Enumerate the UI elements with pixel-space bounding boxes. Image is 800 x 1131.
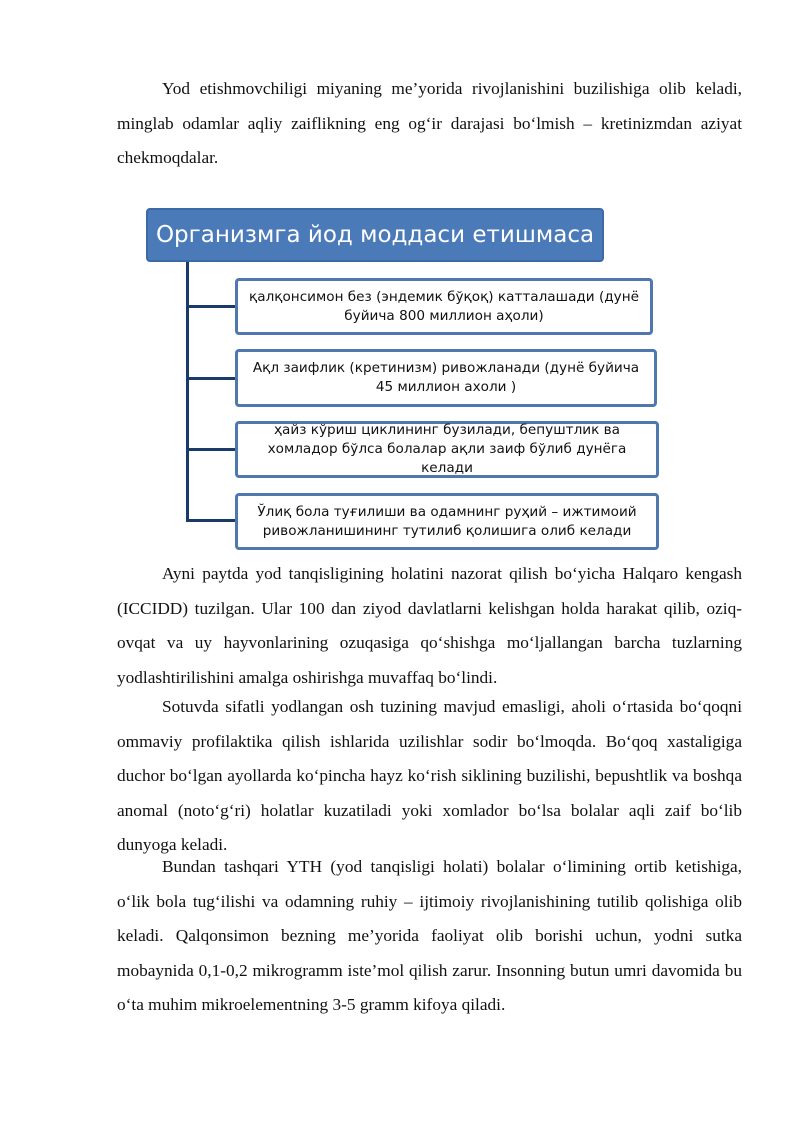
diagram-title: Организмга йод моддаси етишмаса: [146, 208, 604, 262]
paragraph-yth-consequences: Bundan tashqari YTH (yod tanqisligi holati) bolalar o‘limining ortib ketishiga, o‘lik bola tug‘ilishi va odamning ruhiy – ijtimoiy rivojlanishining tutilib qolishiga olib keladi. Qalqonsimon bezning me’yorida faoliyat olib borishi uchun, yodni sutka mobaynida 0,1-0,2 mikrogramm iste’mol qilish zarur. Insonning butun umri davomida bu o‘ta muhim mikroelementning 3-5 gramm kifoya qiladi.: [117, 857, 742, 1014]
diagram-connector-1: [186, 305, 236, 308]
diagram-item-cretinism: Ақл заифлик (кретинизм) ривожланади (дунё буйича 45 миллион ахоли ): [235, 349, 657, 407]
diagram-connector-2: [186, 377, 236, 380]
paragraph-iccidd: Ayni paytda yod tanqisligining holatini nazorat qilish bo‘yicha Halqaro kengash (ICCIDD) tuzilgan. Ular 100 dan ziyod davlatlarni kelishgan holda harakat qilib, oziq-ovqat va uy hayvonlarining ozuqasiga qo‘shishga mo‘ljallangan barcha tuzlarning yodlashtirilishini amalga oshirishga muvaffaq bo‘lindi.: [117, 564, 742, 687]
paragraph-salt-prophylaxis: Sotuvda sifatli yodlangan osh tuzining mavjud emasligi, aholi o‘rtasida bo‘qoqni ommaviy profilaktika qilish ishlarida uzilishlar sodir bo‘lmoqda. Bo‘qoq xastaligiga duchor bo‘lgan ayollarda ko‘pincha hayz ko‘rish siklining buzilishi, bepushtlik va boshqa anomal (noto‘g‘ri) holatlar kuzatiladi yoki xomlador bo‘lsa bolalar aqli zaif bo‘lib dunyoga keladi.: [117, 697, 742, 854]
diagram-item-stillbirth: Ўлиқ бола туғилиши ва одамнинг руҳий – ижтимоий ривожланишининг тутилиб қолишига олиб келади: [235, 493, 659, 550]
paragraph-intro: Yod etishmovchiligi miyaning me’yorida rivojlanishini buzilishiga olib keladi, minglab odamlar aqliy zaiflikning eng og‘ir darajasi bo‘lmish – kretinizmdan aziyat chekmoqdalar.: [117, 79, 742, 167]
diagram-item-goiter: қалқонсимон без (эндемик бўқоқ) катталашади (дунё буйича 800 миллион аҳоли): [235, 278, 653, 335]
diagram-connector-vertical: [186, 262, 189, 521]
diagram-connector-3: [186, 448, 236, 451]
diagram-item-menstrual-cycle: ҳайз кўриш циклининг бузилади, бепуштлик ва хомладор бўлса болалар ақли заиф бўлиб дунёга келади: [235, 421, 659, 478]
diagram-connector-4: [186, 519, 236, 522]
